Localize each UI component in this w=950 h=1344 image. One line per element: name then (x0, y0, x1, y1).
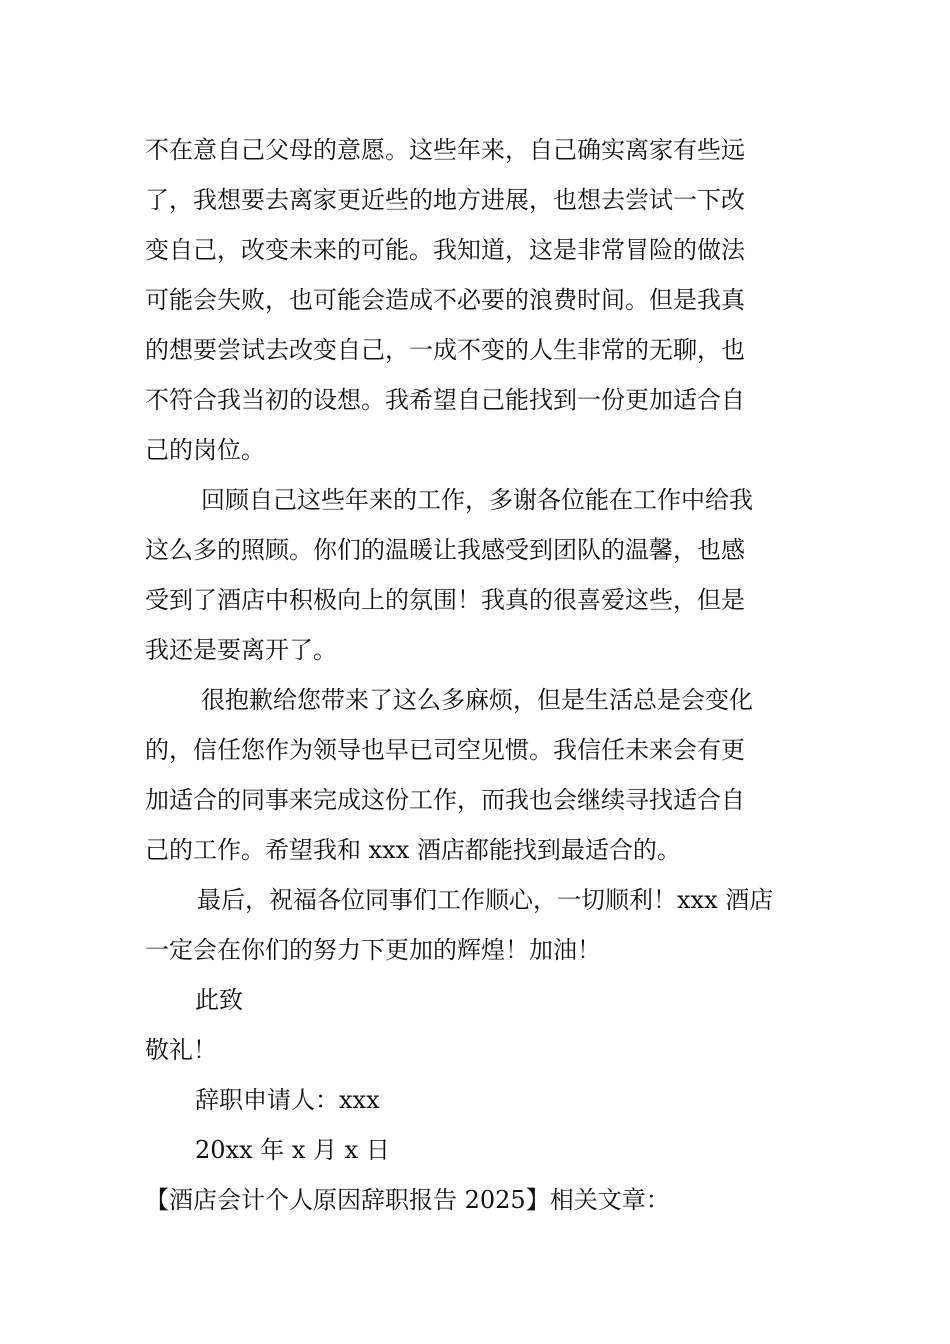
text-line: 了，我想要去离家更近些的地方进展，也想去尝试一下改 (145, 186, 745, 214)
paragraph-1 (145, 125, 810, 475)
paragraph-3 (145, 675, 810, 875)
text-line: 可能会失败，也可能会造成不必要的浪费时间。但是我真 (145, 286, 745, 314)
text-line: 我还是要离开了。 (145, 636, 337, 664)
text-line: 不在意自己父母的意愿。这些年来，自己确实离家有些远 (145, 136, 745, 164)
text-line: 最后，祝福各位同事们工作顺心，一切顺利！xxx 酒店 (197, 886, 774, 914)
text-line: 加适合的同事来完成这份工作，而我也会继续寻找适合自 (145, 786, 745, 814)
paragraph-2 (145, 475, 810, 675)
text-line: 己的工作。希望我和 xxx 酒店都能找到最适合的。 (145, 836, 681, 864)
text-line: 的，信任您作为领导也早已司空见惯。我信任未来会有更 (145, 736, 745, 764)
text-line: 受到了酒店中积极向上的氛围！我真的很喜爱这些，但是 (145, 586, 745, 614)
text-line: 变自己，改变未来的可能。我知道，这是非常冒险的做法 (145, 236, 745, 264)
text-line: 己的岗位。 (145, 436, 265, 464)
text-line: 回顾自己这些年来的工作，多谢各位能在工作中给我 (201, 486, 753, 514)
text-line: 一定会在你们的努力下更加的辉煌！加油！ (145, 936, 601, 964)
text-line: 不符合我当初的设想。我希望自己能找到一份更加适合自 (145, 386, 745, 414)
letter-body (145, 125, 810, 1225)
salutation: 此致 (195, 986, 243, 1014)
applicant-signature: 辞职申请人：xxx (195, 1086, 380, 1114)
regards: 敬礼！ (145, 1036, 217, 1064)
paragraph-4 (145, 875, 810, 975)
text-line: 的想要尝试去改变自己，一成不变的人生非常的无聊，也 (145, 336, 745, 364)
text-line: 很抱歉给您带来了这么多麻烦，但是生活总是会变化 (201, 686, 753, 714)
letter-date: 20xx 年 x 月 x 日 (195, 1136, 390, 1164)
related-articles-heading: 【酒店会计个人原因辞职报告 2025】相关文章： (145, 1186, 670, 1214)
text-line: 这么多的照顾。你们的温暖让我感受到团队的温馨，也感 (145, 536, 745, 564)
